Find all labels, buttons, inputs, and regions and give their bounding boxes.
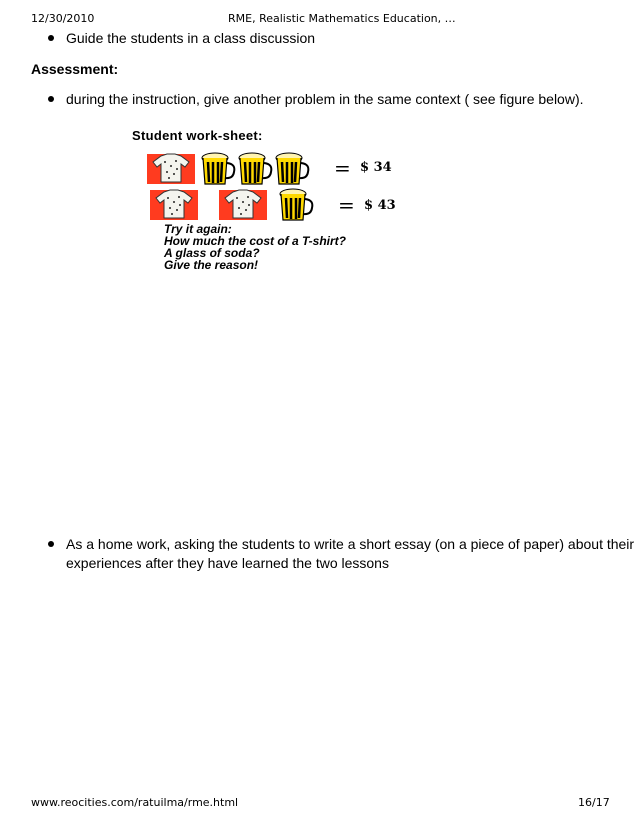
soda-glass-icon — [279, 188, 315, 222]
soda-glass-icon — [275, 152, 311, 186]
tshirt-icon — [147, 152, 195, 186]
list-item-text: during the instruction, give another problem in the same context ( see figure below). — [66, 91, 584, 107]
tshirt-icon — [219, 188, 267, 222]
equals-sign: = — [338, 193, 355, 217]
print-title: RME, Realistic Mathematics Education, … — [228, 12, 456, 25]
row-1-price: $ 34 — [360, 160, 392, 175]
worksheet-question: A glass of soda? — [164, 246, 260, 260]
page-number: 16/17 — [578, 796, 610, 809]
list-item-text: experiences after they have learned the two lessons — [66, 555, 389, 571]
equals-sign: = — [334, 156, 351, 180]
soda-glass-icon — [238, 152, 274, 186]
list-item-text: As a home work, asking the students to write a short essay (on a piece of paper) about their — [66, 536, 635, 552]
print-date: 12/30/2010 — [31, 12, 95, 25]
bullet-icon — [48, 541, 54, 547]
list-item-text: Guide the students in a class discussion — [66, 30, 316, 46]
section-heading: Assessment: — [31, 61, 119, 77]
worksheet-question: Give the reason! — [164, 258, 259, 272]
worksheet-question: How much the cost of a T-shirt? — [164, 234, 347, 248]
source-url[interactable]: www.reocities.com/ratuilma/rme.html — [31, 796, 239, 809]
bullet-icon — [48, 35, 54, 41]
tshirt-icon — [150, 188, 198, 222]
bullet-icon — [48, 96, 54, 102]
worksheet-title: Student work-sheet: — [132, 128, 263, 143]
row-2-price: $ 43 — [364, 198, 396, 213]
soda-glass-icon — [201, 152, 237, 186]
worksheet-question: Try it again: — [164, 222, 232, 236]
